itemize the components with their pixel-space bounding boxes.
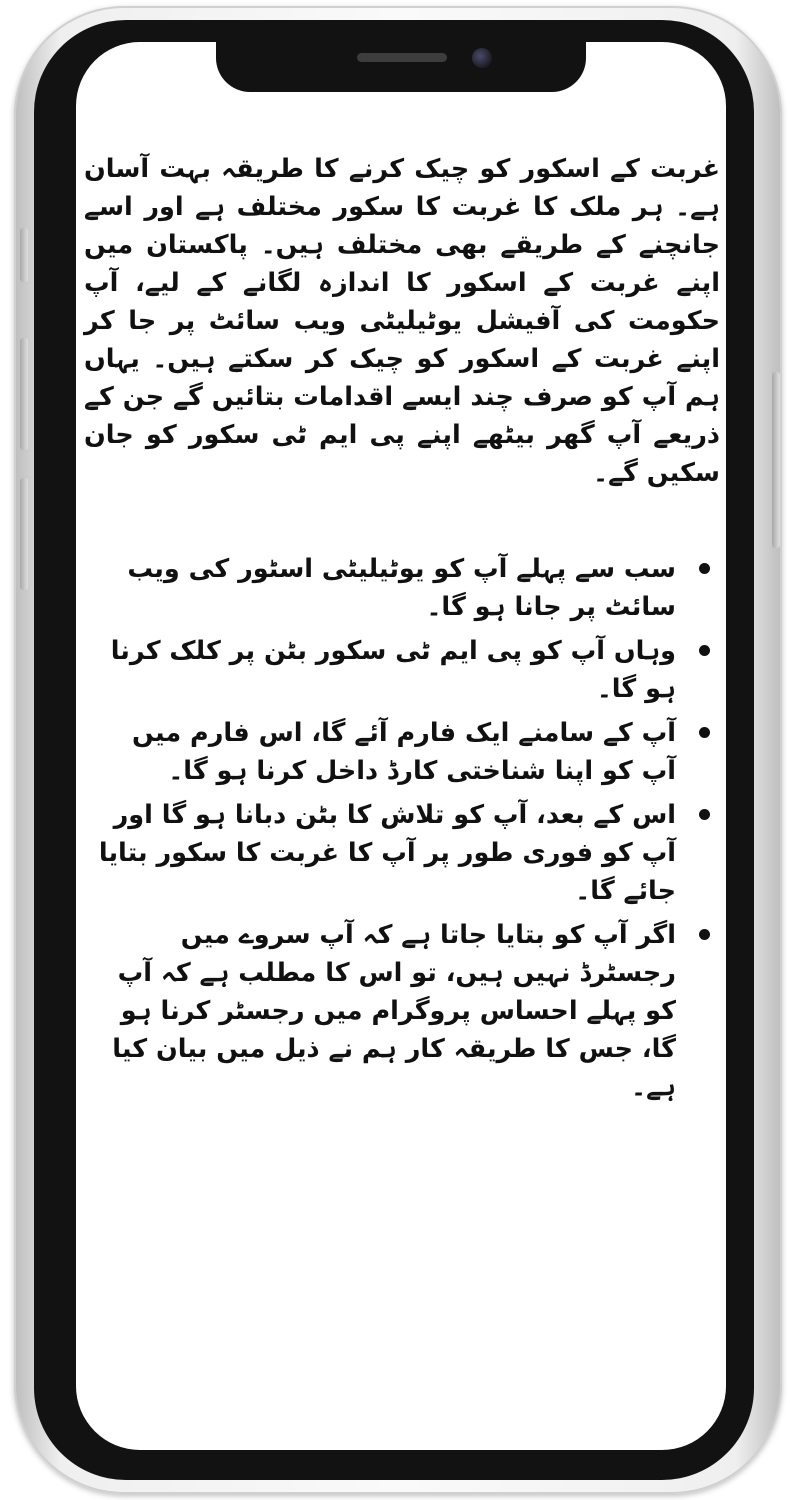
list-item-text: اگر آپ کو بتایا جاتا ہے کہ آپ سروے میں رجسٹرڈ نہیں ہیں، تو اس کا مطلب ہے کہ آپ کو پہلے احساس پروگرام میں رجسٹر کرنا ہو گا، جس کا طریقہ کار ہم نے ذیل میں بیان کیا ہے۔ [112, 920, 676, 1102]
article-content [84, 150, 720, 1112]
list-item [84, 714, 720, 790]
list-item [84, 632, 720, 708]
bullet-dot-icon [699, 645, 710, 656]
volume-down-button [20, 478, 28, 590]
mute-switch [20, 228, 28, 282]
earpiece-speaker [357, 53, 447, 62]
intro-paragraph: غربت کے اسکور کو چیک کرنے کا طریقہ بہت آسان ہے۔ ہر ملک کا غربت کا سکور مختلف ہے اور اسے جانچنے کے طریقے بھی مختلف ہیں۔ پاکستان میں اپنے غربت کے اسکور کا اندازہ لگانے کے لیے، آپ حکومت کی آفیشل یوٹیلیٹی ویب سائٹ پر جا کر اپنے غربت کے اسکور کو چیک کر سکتے ہیں۔ یہاں ہم آپ کو صرف چند ایسے اقدامات بتائیں گے جن کے ذریعے آپ گھر بیٹھے اپنے پی ایم ٹی سکور کو جان سکیں گے۔ [84, 154, 720, 488]
bullet-dot-icon [699, 563, 710, 574]
bullet-dot-icon [699, 727, 710, 738]
steps-list [84, 550, 720, 1106]
list-item [84, 550, 720, 626]
list-item [84, 916, 720, 1106]
notch [216, 42, 586, 92]
list-item [84, 796, 720, 910]
list-item-text: سب سے پہلے آپ کو یوٹیلیٹی اسٹور کی ویب سائٹ پر جانا ہو گا۔ [127, 554, 676, 622]
power-button [772, 372, 780, 548]
list-item-text: وہاں آپ کو پی ایم ٹی سکور بٹن پر کلک کرنا ہو گا۔ [110, 636, 676, 704]
bullet-dot-icon [699, 929, 710, 940]
bullet-dot-icon [699, 809, 710, 820]
volume-up-button [20, 338, 28, 450]
list-item-text: اس کے بعد، آپ کو تلاش کا بٹن دبانا ہو گا اور آپ کو فوری طور پر آپ کا غربت کا سکور بتایا جائے گا۔ [98, 800, 676, 906]
front-camera-icon [472, 48, 492, 68]
list-item-text: آپ کے سامنے ایک فارم آئے گا، اس فارم میں آپ کو اپنا شناختی کارڈ داخل کرنا ہو گا۔ [132, 718, 676, 786]
